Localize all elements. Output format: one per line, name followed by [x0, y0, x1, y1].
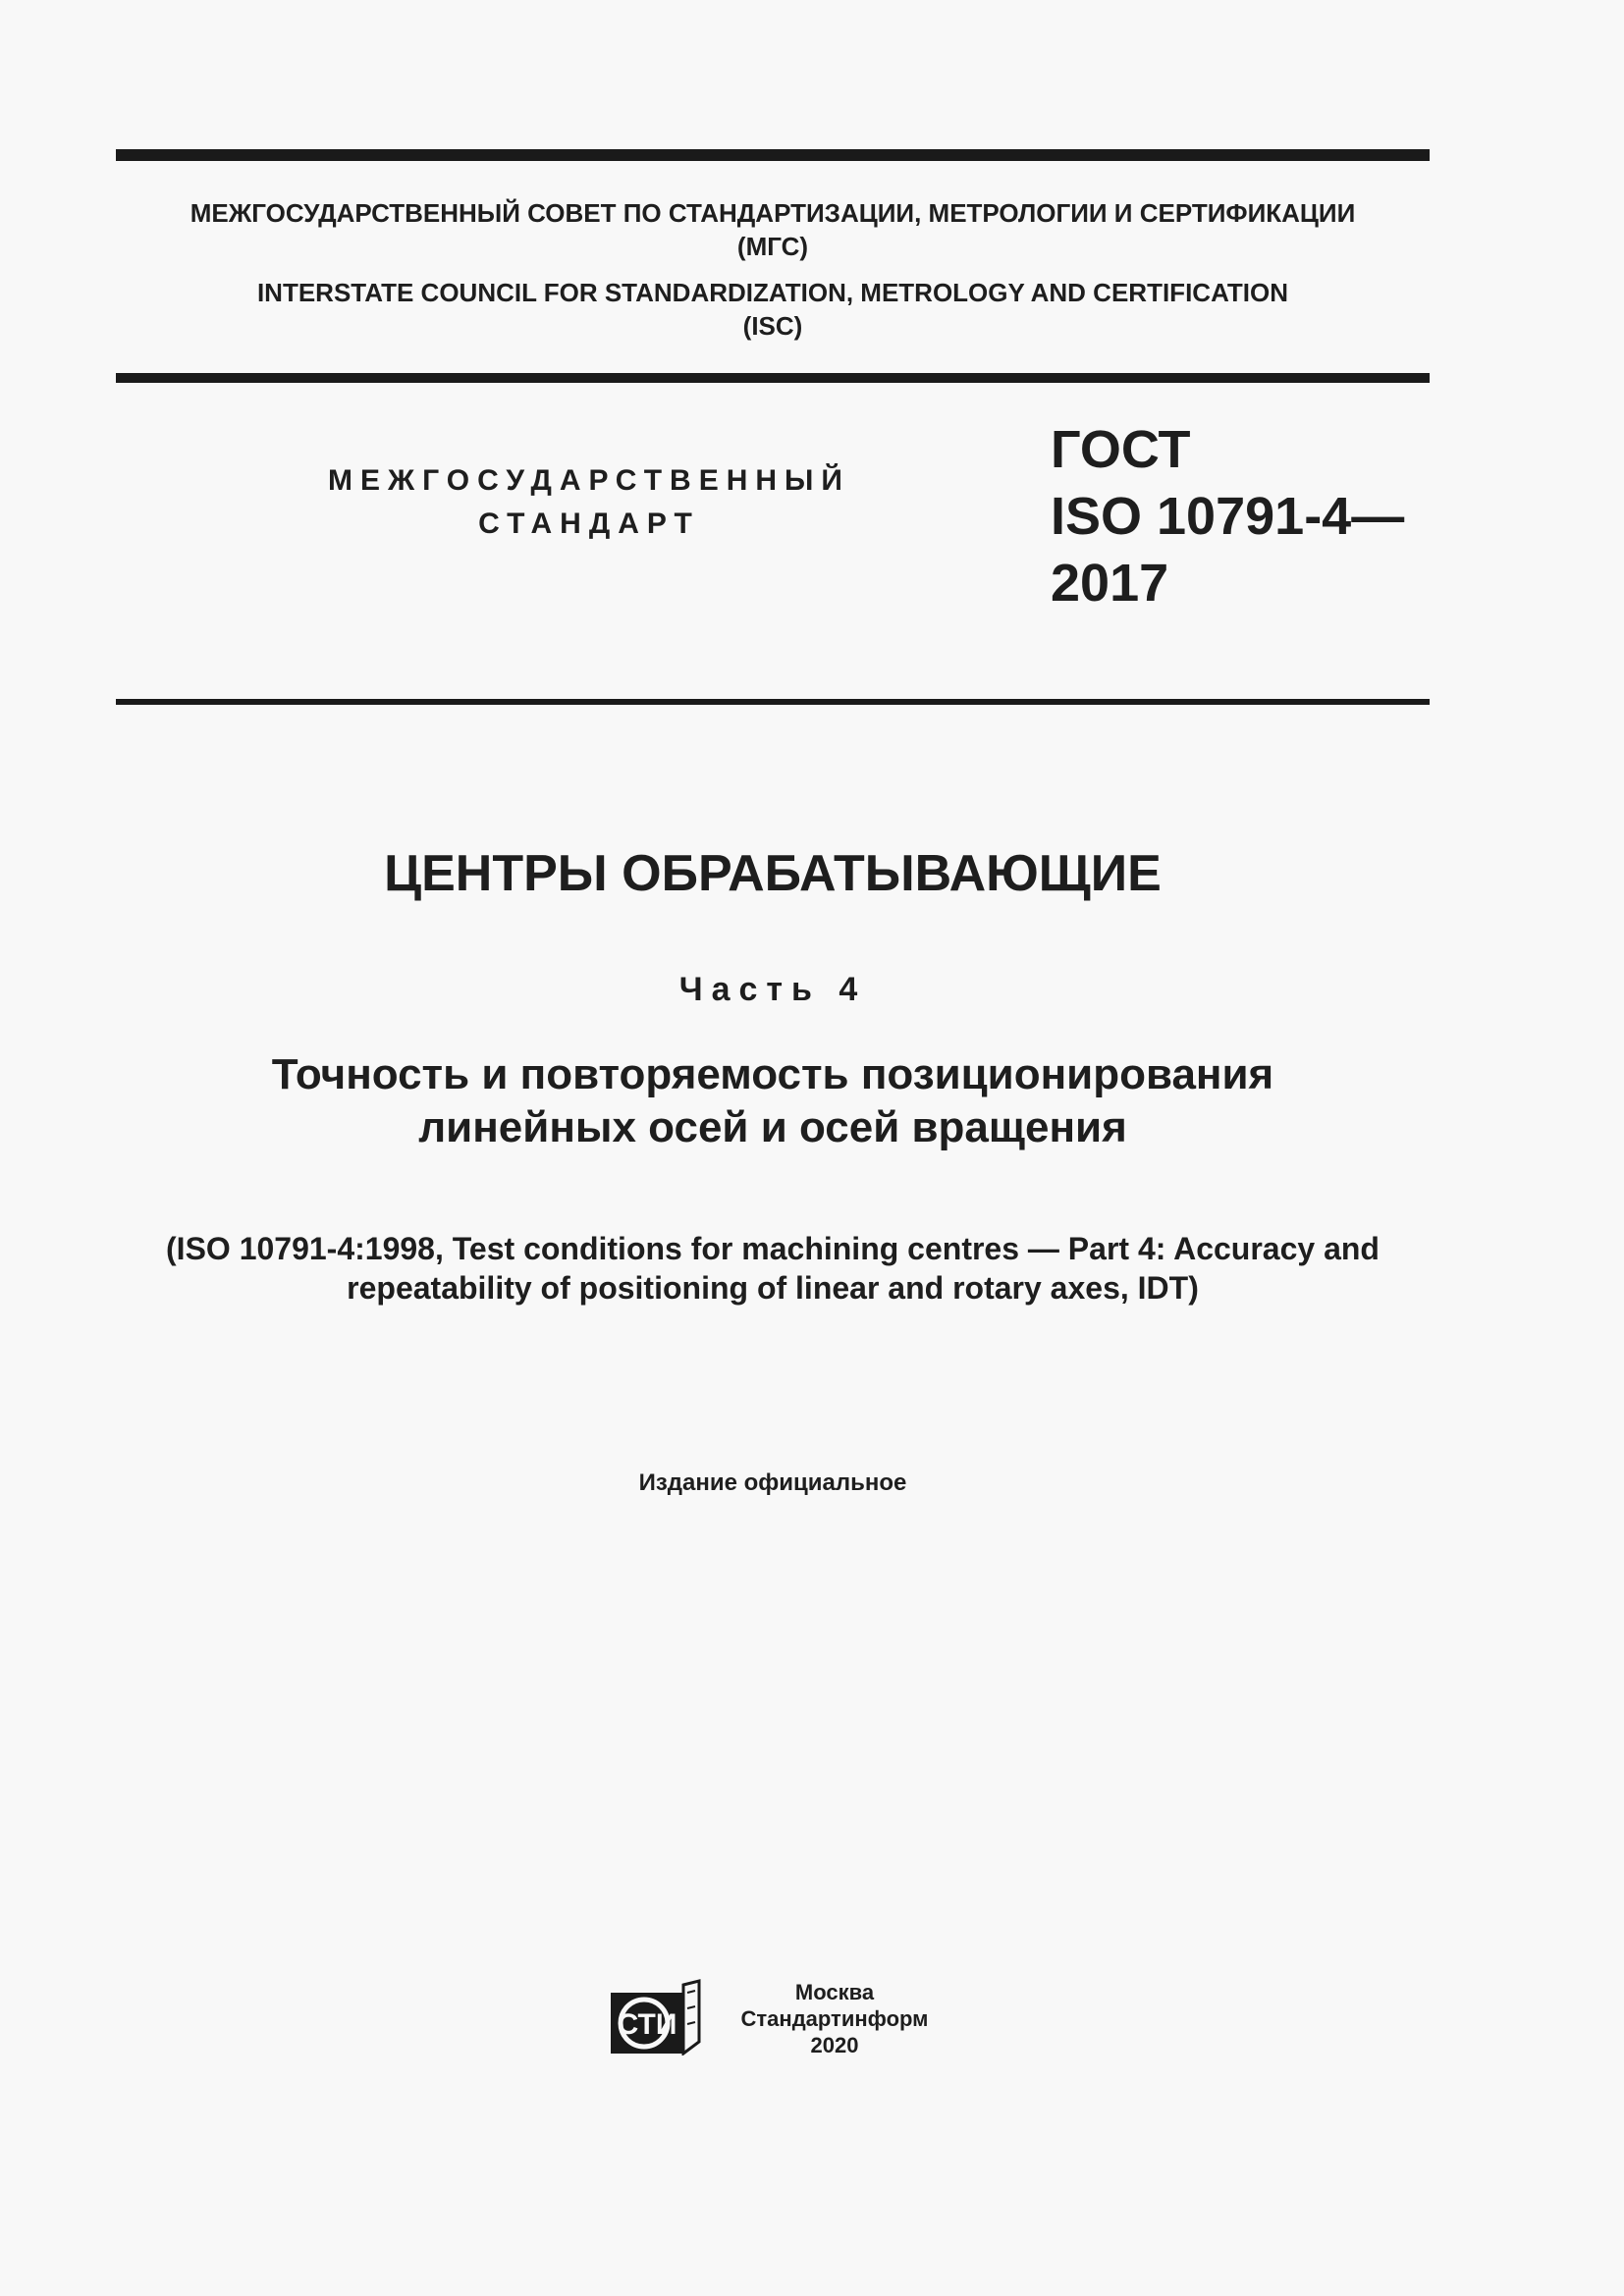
council-abbr-en: (ISC)	[742, 311, 803, 341]
document-subtitle	[0, 1048, 1545, 1154]
publisher-block	[717, 1979, 952, 2058]
top-rule	[116, 149, 1430, 161]
council-name-ru-line1: МЕЖГОСУДАРСТВЕННЫЙ СОВЕТ ПО СТАНДАРТИЗАЦИИ, МЕТРОЛОГИИ И СЕРТИФИКАЦИИ	[189, 198, 1356, 228]
standard-code	[1051, 416, 1404, 616]
code-rule	[116, 699, 1430, 705]
council-name-en-line1: INTERSTATE COUNCIL FOR STANDARDIZATION, METROLOGY AND CERTIFICATION	[256, 278, 1289, 307]
council-name-ru	[0, 196, 1545, 263]
header-rule	[116, 373, 1430, 383]
logo-text: СТИ	[617, 2008, 677, 2041]
document-title: ЦЕНТРЫ ОБРАБАТЫВАЮЩИЕ	[384, 845, 1162, 902]
standard-code-year: 2017	[1051, 554, 1169, 613]
standard-kind-line2: СТАНДАРТ	[478, 507, 700, 540]
standard-kind-line1: МЕЖГОСУДАРСТВЕННЫЙ	[328, 464, 850, 497]
publisher-name: Стандартинформ	[740, 2006, 929, 2031]
publication-year: 2020	[810, 2033, 859, 2057]
part-number: Часть 4	[678, 971, 867, 1008]
standard-kind	[245, 459, 933, 546]
iso-reference-line1: (ISO 10791-4:1998, Test conditions for machining centres — Part 4: Accuracy and	[166, 1231, 1380, 1266]
standartinform-logo-icon	[609, 1979, 705, 2056]
council-name-en	[0, 276, 1545, 343]
subtitle-line1: Точность и повторяемость позиционирования	[271, 1050, 1274, 1098]
edition-label: Издание официальное	[638, 1469, 907, 1496]
iso-reference	[0, 1229, 1545, 1308]
standard-code-line1: ГОСТ	[1051, 420, 1191, 479]
iso-reference-line2: repeatability of positioning of linear and rotary axes, IDT)	[347, 1270, 1199, 1306]
council-abbr-ru: (МГС)	[736, 232, 809, 261]
standard-code-line2: ISO 10791-4—	[1051, 487, 1405, 546]
subtitle-line2: линейных осей и осей вращения	[418, 1103, 1127, 1151]
publisher-city: Москва	[794, 1980, 875, 2004]
